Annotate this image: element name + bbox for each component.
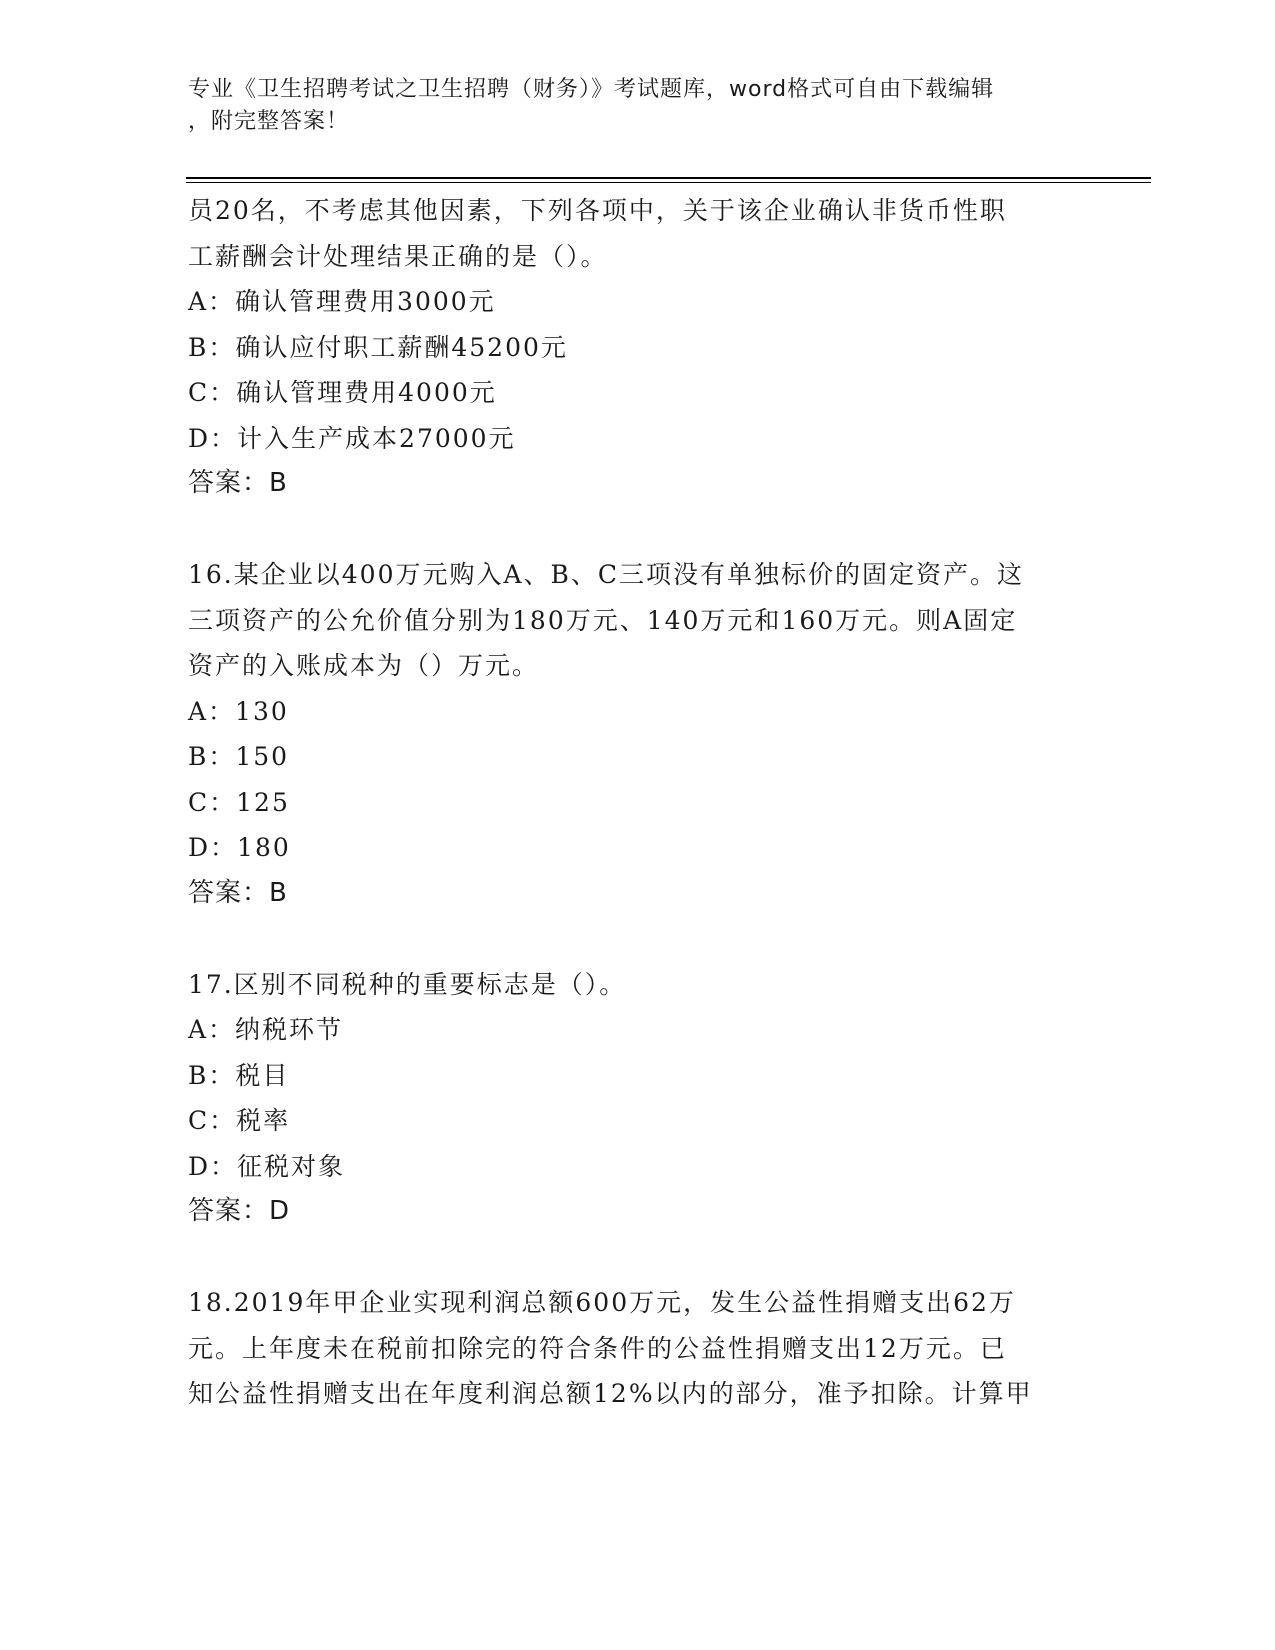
option-a: A：纳税环节 — [188, 1015, 344, 1044]
header-line-1: 专业《卫生招聘考试之卫生招聘（财务）》考试题库，word格式可自由下载编辑 — [188, 77, 995, 102]
question-text: 18.2019年甲企业实现利润总额600万元，发生公益性捐赠支出62万 — [188, 1288, 1016, 1317]
question-15 — [188, 188, 1088, 507]
option-a: A：130 — [188, 696, 289, 726]
option-b: B：确认应付职工薪酬45200元 — [188, 332, 568, 362]
question-list — [188, 188, 1088, 1417]
spacer — [188, 1235, 1088, 1281]
question-text: 资产的入账成本为（）万元。 — [188, 651, 540, 680]
option-c: C：确认管理费用4000元 — [188, 378, 497, 407]
header-rule-thin — [186, 182, 1151, 183]
spacer — [188, 916, 1088, 962]
question-text: 工薪酬会计处理结果正确的是（）。 — [188, 241, 608, 271]
option-b: B：税目 — [188, 1060, 290, 1090]
option-a: A：确认管理费用3000元 — [188, 287, 496, 316]
option-c: C：125 — [188, 787, 290, 817]
question-text: 17.区别不同税种的重要标志是（）。 — [188, 969, 627, 999]
question-16 — [188, 552, 1088, 916]
question-18 — [188, 1280, 1088, 1417]
option-d: D：180 — [188, 833, 291, 862]
question-text: 知公益性捐赠支出在年度利润总额12%以内的部分，准予扣除。计算甲 — [188, 1379, 1033, 1408]
question-17 — [188, 962, 1088, 1235]
header-rule-thick — [186, 177, 1151, 179]
option-c: C：税率 — [188, 1106, 291, 1135]
option-d: D：征税对象 — [188, 1151, 346, 1181]
spacer — [188, 507, 1088, 553]
document-header — [188, 74, 1078, 138]
question-text: 三项资产的公允价值分别为180万元、140万元和160万元。则A固定 — [188, 605, 1018, 635]
question-text: 员20名，不考虑其他因素，下列各项中，关于该企业确认非货币性职 — [188, 196, 1007, 225]
header-line-2: ，附完整答案！ — [188, 109, 350, 134]
option-d: D：计入生产成本27000元 — [188, 423, 516, 453]
answer: 答案：B — [188, 468, 288, 498]
option-b: B：150 — [188, 742, 290, 771]
answer: 答案：B — [188, 877, 288, 908]
answer: 答案：D — [188, 1196, 291, 1226]
question-text: 16.某企业以400万元购入A、B、C三项没有单独标价的固定资产。这 — [188, 560, 1025, 589]
question-text: 元。上年度未在税前扣除完的符合条件的公益性捐赠支出12万元。已 — [188, 1333, 1007, 1363]
